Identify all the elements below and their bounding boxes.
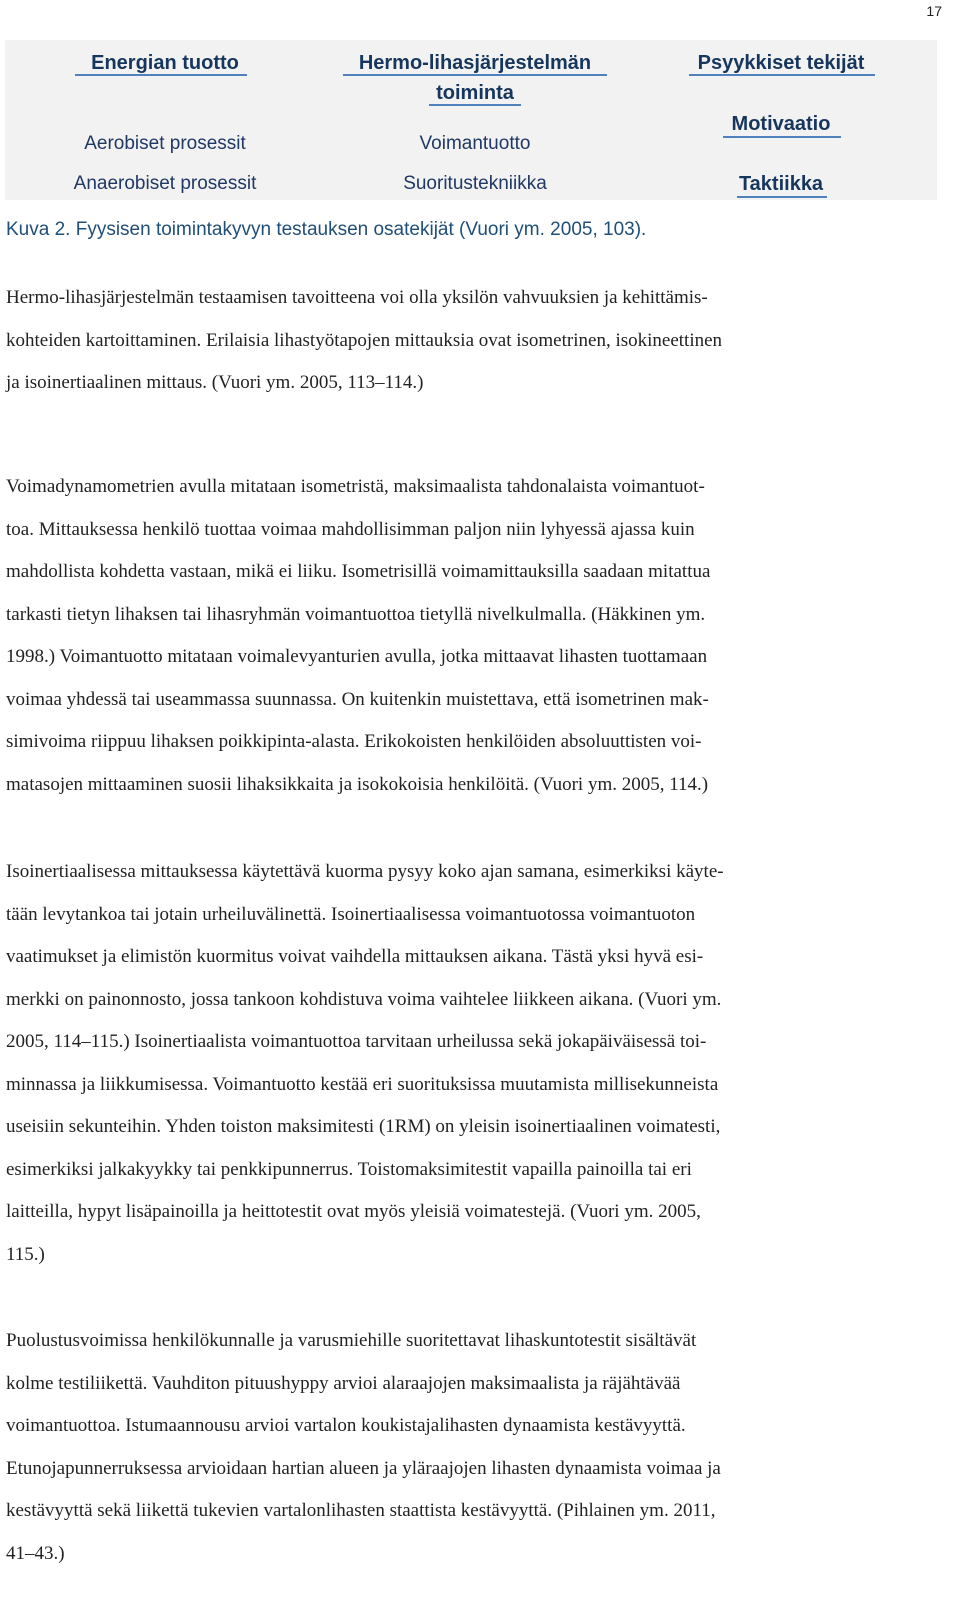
heading-underline <box>75 74 247 76</box>
text-line: vaatimukset ja elimistön kuormitus voivat vaihdella mittauksen aikana. Tästä yksi hyvä esi- <box>6 946 704 967</box>
figure-item-technique: Suoritustekniikka <box>403 173 547 194</box>
figure-item-anaerobic: Anaerobiset prosessit <box>73 173 257 194</box>
figure-item-aerobic: Aerobiset prosessit <box>84 133 246 154</box>
figure-item-force-production: Voimantuotto <box>419 133 531 154</box>
text-line: tään levytankoa tai jotain urheiluvälinettä. Isoinertiaalisessa voimantuotossa voimantuoton <box>6 903 696 925</box>
figure-test-components <box>5 40 937 200</box>
text-line: kohteiden kartoittaminen. Erilaisia lihastyötapojen mittauksia ovat isometrinen, isokineettinen <box>6 329 723 351</box>
text-line: esimerkiksi jalkakyykky tai penkkipunnerrus. Toistomaksimitestit vapailla painoilla tai eri <box>6 1158 692 1180</box>
text-line: 115.) <box>6 1243 45 1265</box>
paragraph-4 <box>6 1320 936 1575</box>
paragraph-3 <box>6 851 936 1276</box>
text-line: toa. Mittauksessa henkilö tuottaa voimaa mahdollisimman paljon niin lyhyessä ajassa kuin <box>6 518 695 540</box>
figure-heading-psychological: Psyykkiset tekijät <box>697 52 865 74</box>
text-line: Hermo-lihasjärjestelmän testaamisen tavoitteena voi olla yksilön vahvuuksien ja kehittämis- <box>6 287 708 308</box>
text-line: voimantuottoa. Istumaannousu arvioi vartalon koukistajalihasten dynaamista kestävyyttä. <box>6 1415 686 1436</box>
figure-heading-neuromuscular-line2: toiminta <box>436 82 514 104</box>
text-line: laitteilla, hypyt lisäpainoilla ja heittotestit ovat myös yleisiä voimatestejä. (Vuori ym. 2005, <box>6 1201 701 1222</box>
figure-column-psychological <box>625 40 937 200</box>
text-line: Puolustusvoimissa henkilökunnalle ja varusmiehille suoritettavat lihaskuntotestit sisältävät <box>6 1330 697 1351</box>
text-line: ja isoinertiaalinen mittaus. (Vuori ym. 2005, 113–114.) <box>6 372 424 393</box>
heading-underline <box>689 74 875 76</box>
text-line: simivoima riippuu lihaksen poikkipinta-alasta. Erikokoisten henkilöiden absoluuttisten voi- <box>6 731 702 752</box>
text-line: minnassa ja liikkumisessa. Voimantuotto kestää eri suorituksissa muutamista millisekunneista <box>6 1073 719 1095</box>
text-line: voimaa yhdessä tai useammassa suunnassa. On kuitenkin muistettava, että isometrinen mak- <box>6 688 709 710</box>
item-underline <box>723 136 841 138</box>
figure-item-tactics: Taktiikka <box>738 173 824 195</box>
text-line: useisiin sekunteihin. Yhden toiston maksimitesti (1RM) on yleisin isoinertiaalinen voimatesti, <box>6 1116 721 1137</box>
text-line: kestävyyttä sekä liikettä tukevien vartalonlihasten staattista kestävyyttä. (Pihlainen ym. 2011, <box>6 1500 716 1521</box>
text-line: matasojen mittaaminen suosii lihaksikkaita ja isokokoisia henkilöitä. (Vuori ym. 2005, 114.) <box>6 773 709 795</box>
text-line: kolme testiliikettä. Vauhditon pituushyppy arvioi alaraajojen maksimaalista ja räjähtävää <box>6 1372 681 1394</box>
text-line: 41–43.) <box>6 1542 65 1564</box>
figure-heading-energy: Energian tuotto <box>91 52 239 74</box>
item-underline <box>737 196 827 198</box>
figure-heading-neuromuscular-line1: Hermo-lihasjärjestelmän <box>358 52 592 74</box>
figure-caption: Kuva 2. Fyysisen toimintakyvyn testauksen osatekijät (Vuori ym. 2005, 103). <box>6 219 647 240</box>
paragraph-1 <box>6 277 936 405</box>
text-line: 1998.) Voimantuotto mitataan voimalevyanturien avulla, jotka mittaavat lihasten tuottamaan <box>6 646 708 667</box>
text-line: merkki on painonnosto, jossa tankoon kohdistuva voima vaihtelee liikkeen aikana. (Vuori ym. <box>6 988 722 1010</box>
text-line: 2005, 114–115.) Isoinertiaalista voimantuottoa tarvitaan urheilussa sekä jokapäiväisessä toi- <box>6 1031 707 1052</box>
text-line: Etunojapunnerruksessa arvioidaan hartian alueen ja yläraajojen lihasten dynaamista voimaa ja <box>6 1457 721 1479</box>
heading-underline <box>429 104 521 106</box>
text-line: Isoinertiaalisessa mittauksessa käytettävä kuorma pysyy koko ajan samana, esimerkiksi käyte- <box>6 861 724 882</box>
figure-column-energy <box>5 40 325 200</box>
heading-underline <box>343 74 607 76</box>
figure-column-neuromuscular <box>325 40 625 200</box>
text-line: Voimadynamometrien avulla mitataan isometristä, maksimaalista tahdonalaista voimantuot- <box>6 476 705 497</box>
paragraph-2 <box>6 466 936 806</box>
figure-item-motivation: Motivaatio <box>731 113 831 135</box>
text-line: tarkasti tietyn lihaksen tai lihasryhmän voimantuottoa tietyllä nivelkulmalla. (Häkkinen ym. <box>6 603 706 625</box>
page-number: 17 <box>926 3 942 19</box>
text-line: mahdollista kohdetta vastaan, mikä ei liiku. Isometrisillä voimamittauksilla saadaan mitattua <box>6 561 711 582</box>
